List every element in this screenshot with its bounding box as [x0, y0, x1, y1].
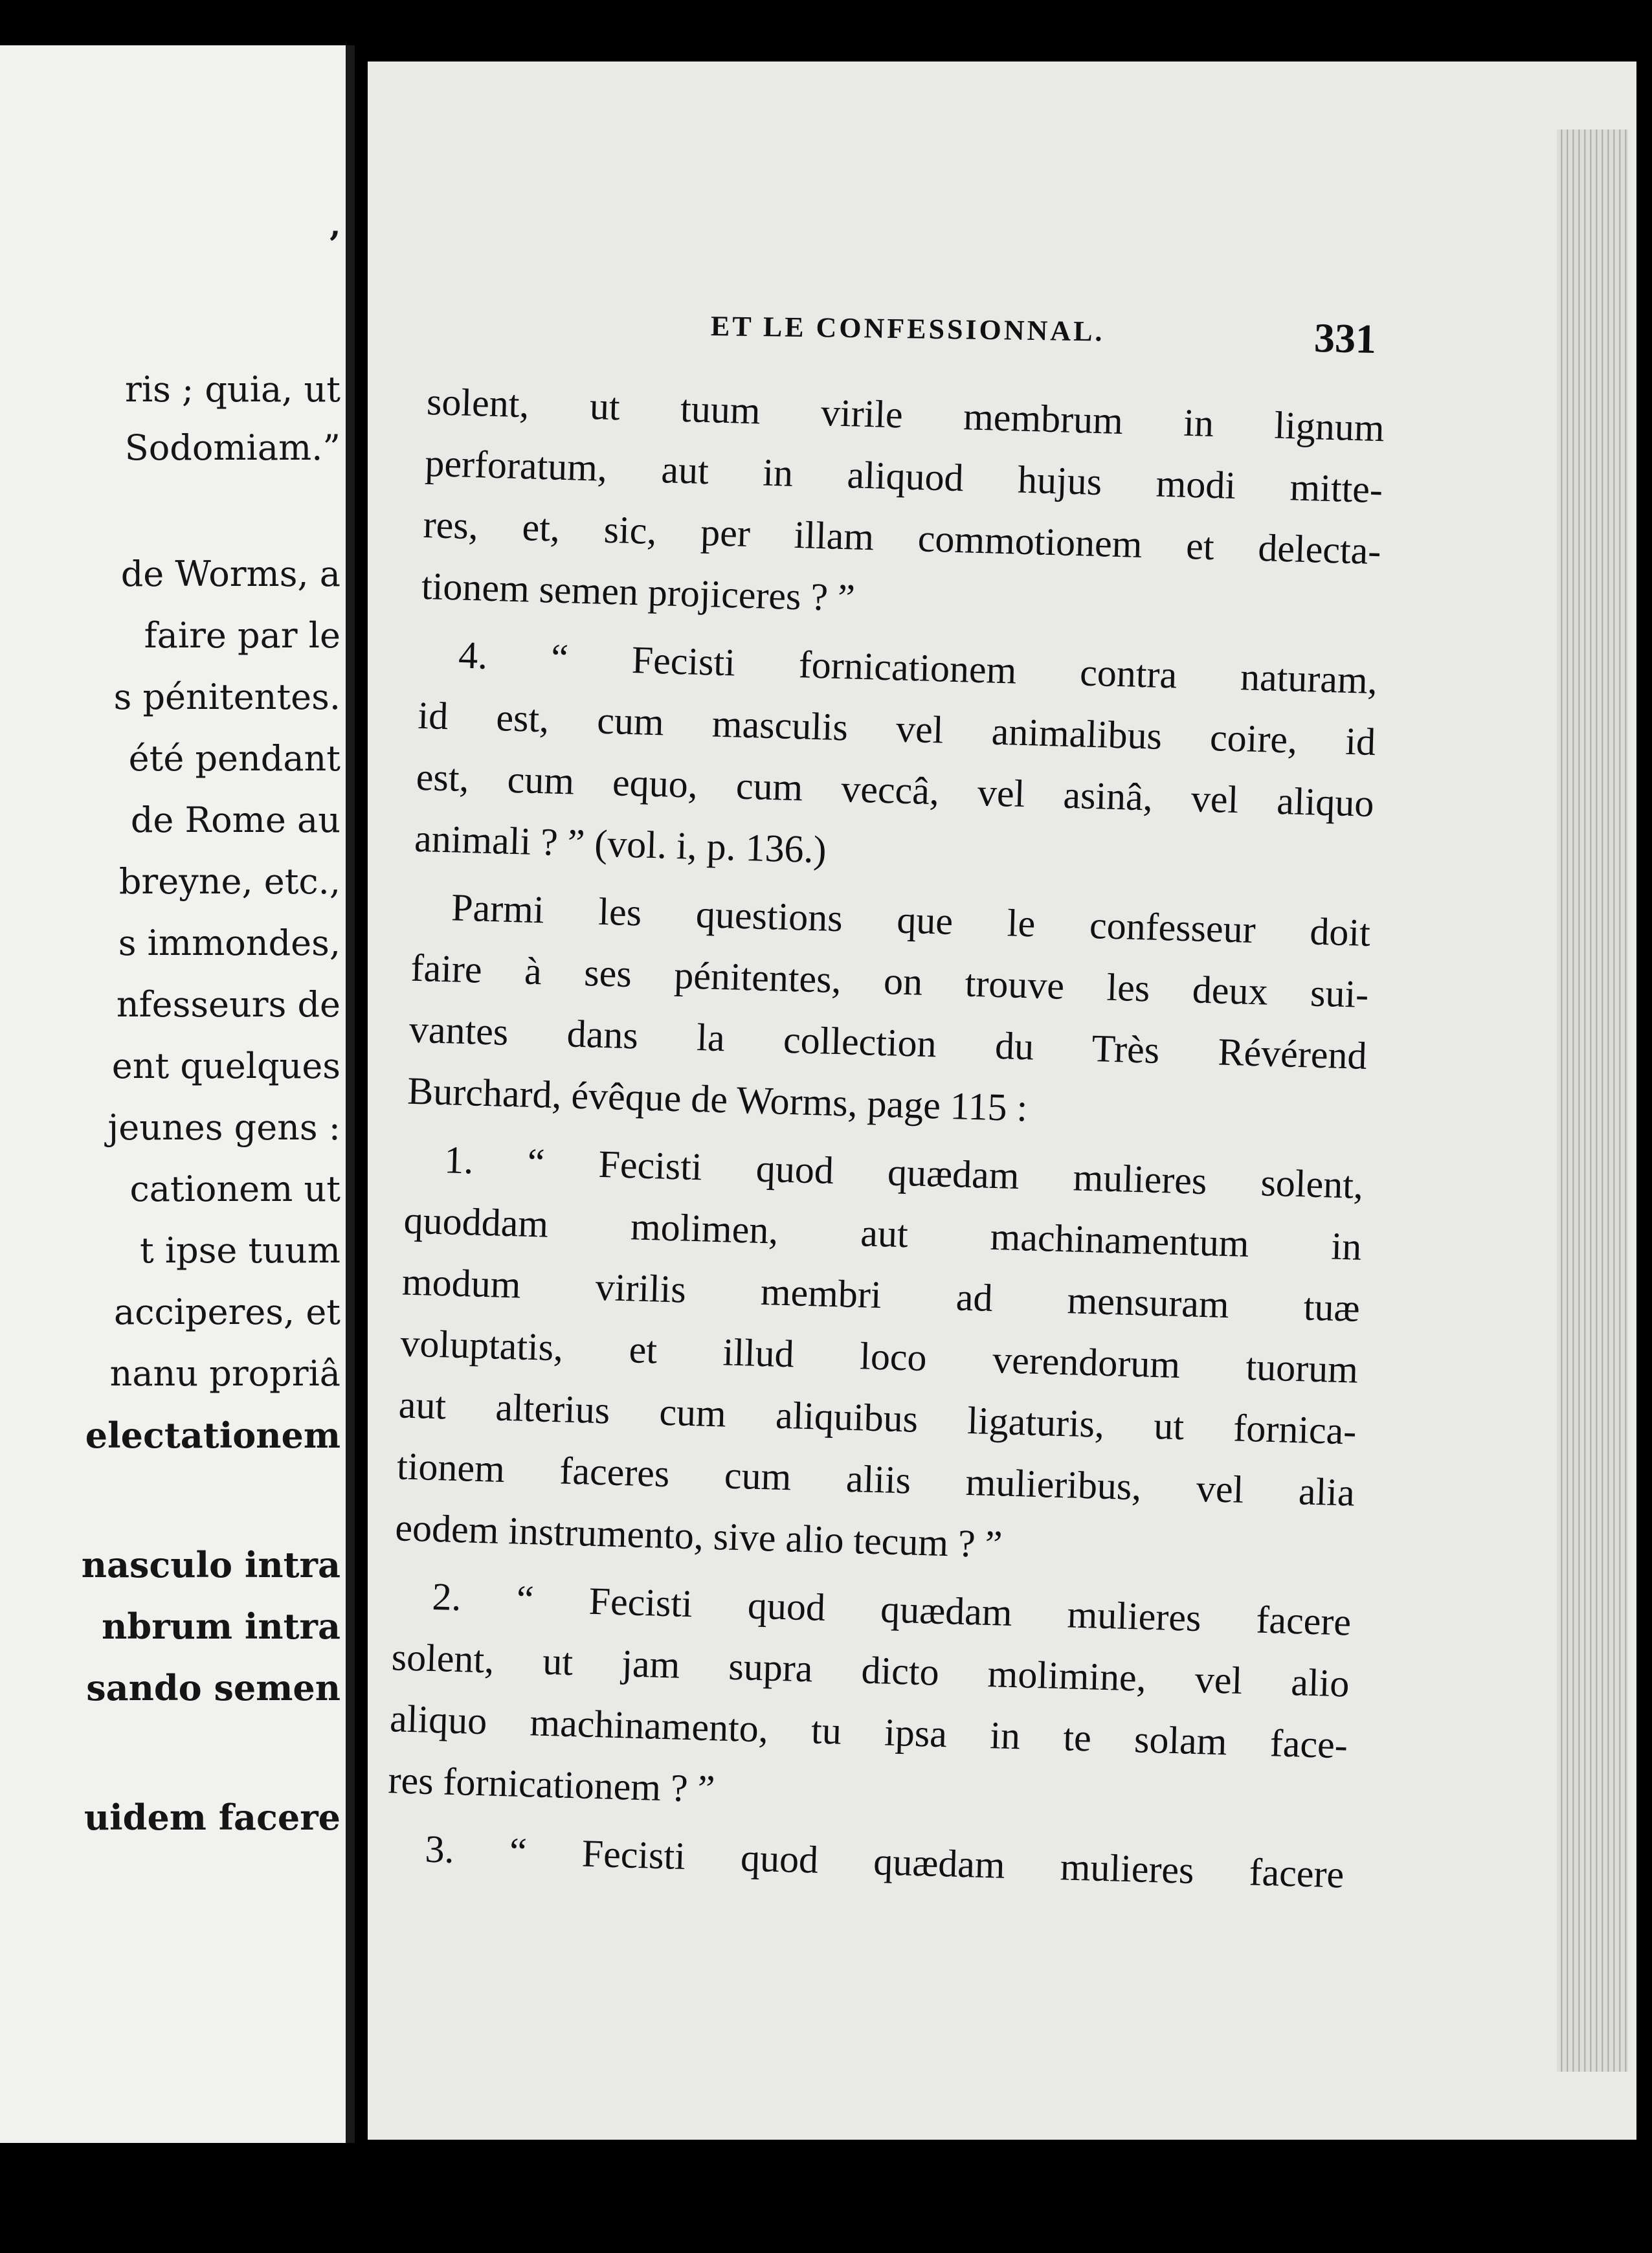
- left-page-line: electationem: [85, 1415, 340, 1456]
- body-text-line: id est, cum masculis vel animalibus coire, id: [417, 693, 1376, 764]
- body-text-line: vantes dans la collection du Très Révérend: [408, 1007, 1368, 1077]
- body-text-line: 2. “ Fecisti quod quædam mulieres facere: [431, 1575, 1352, 1644]
- body-text-line: 1. “ Fecisti quod quædam mulieres solent,: [443, 1138, 1364, 1207]
- left-page-line: nbrum intra: [102, 1606, 340, 1647]
- body-text-line: res fornicationem ? ”: [387, 1758, 716, 1811]
- left-page-line: uidem facere: [84, 1797, 340, 1838]
- body-text-line: faire à ses pénitentes, on trouve les deux sui-: [410, 946, 1370, 1016]
- body-text-line: tionem faceres cum aliis mulieribus, vel alia: [396, 1444, 1356, 1514]
- body-text-line: 3. “ Fecisti quod quædam mulieres facere: [424, 1827, 1345, 1896]
- body-text-line: Parmi les questions que le confesseur doit: [451, 886, 1371, 954]
- body-text-line: solent, ut tuum virile membrum in lignum: [426, 380, 1385, 450]
- page-gutter: [346, 45, 355, 2143]
- left-page-line: ent quelques: [111, 1046, 340, 1086]
- left-page-line: faire par le: [144, 615, 340, 656]
- left-page-line: s immondes,: [118, 923, 340, 963]
- body-text-line: est, cum equo, cum veccâ, vel asinâ, vel aliquo: [416, 755, 1375, 825]
- left-page-line: été pendant: [128, 738, 340, 779]
- body-text-line: voluptatis, et illud loco verendorum tuorum: [399, 1321, 1359, 1391]
- left-page-line: acciperes, et: [114, 1292, 340, 1332]
- left-page-line: s pénitentes.: [113, 677, 340, 717]
- left-page-line: Sodomiam.”: [124, 427, 340, 468]
- body-text-line: perforatum, aut in aliquod hujus modi mitte-: [424, 441, 1383, 511]
- body-text-line: aut alterius cum aliquibus ligaturis, ut fornica-: [397, 1383, 1357, 1453]
- body-text-line: Burchard, évêque de Worms, page 115 :: [407, 1069, 1029, 1130]
- previous-page-fragment: [0, 45, 355, 2143]
- left-page-line: ris ; quia, ut: [125, 369, 340, 410]
- left-page-line: de Rome au: [130, 800, 340, 840]
- body-text-line: tionem semen projiceres ? ”: [421, 564, 856, 620]
- left-page-line: breyne, etc.,: [118, 861, 340, 902]
- body-text-line: animali ? ” (vol. i, p. 136.): [414, 816, 827, 871]
- left-page-line: jeunes gens :: [107, 1107, 340, 1148]
- body-text-line: eodem instrumento, sive alio tecum ? ”: [394, 1506, 1003, 1566]
- page-edges: [1557, 129, 1628, 2072]
- page-number: 331: [1313, 315, 1377, 362]
- left-page-line: nfesseurs de: [116, 984, 340, 1025]
- body-text-line: aliquo machinamento, tu ipsa in te solam face-: [389, 1697, 1348, 1767]
- left-page-line: nasculo intra: [81, 1544, 340, 1586]
- left-page-line: de Worms, a: [120, 554, 340, 594]
- body-text-line: res, et, sic, per illam commotionem et delecta-: [422, 502, 1382, 573]
- body-text-line: quoddam molimen, aut machinamentum in: [403, 1198, 1363, 1268]
- body-text-line: solent, ut jam supra dicto molimine, vel alio: [391, 1635, 1350, 1705]
- left-page-line: cationem ut: [129, 1169, 340, 1209]
- left-page-line: t ipse tuum: [140, 1230, 340, 1271]
- running-head: ET LE CONFESSIONNAL.: [710, 310, 1105, 348]
- body-text-line: modum virilis membri ad mensuram tuæ: [401, 1260, 1361, 1330]
- left-page-line: ’: [328, 223, 340, 265]
- left-page-line: nanu propriâ: [109, 1353, 340, 1394]
- body-text-line: 4. “ Fecisti fornicationem contra naturam,: [458, 633, 1378, 702]
- left-page-line: sando semen: [86, 1667, 340, 1709]
